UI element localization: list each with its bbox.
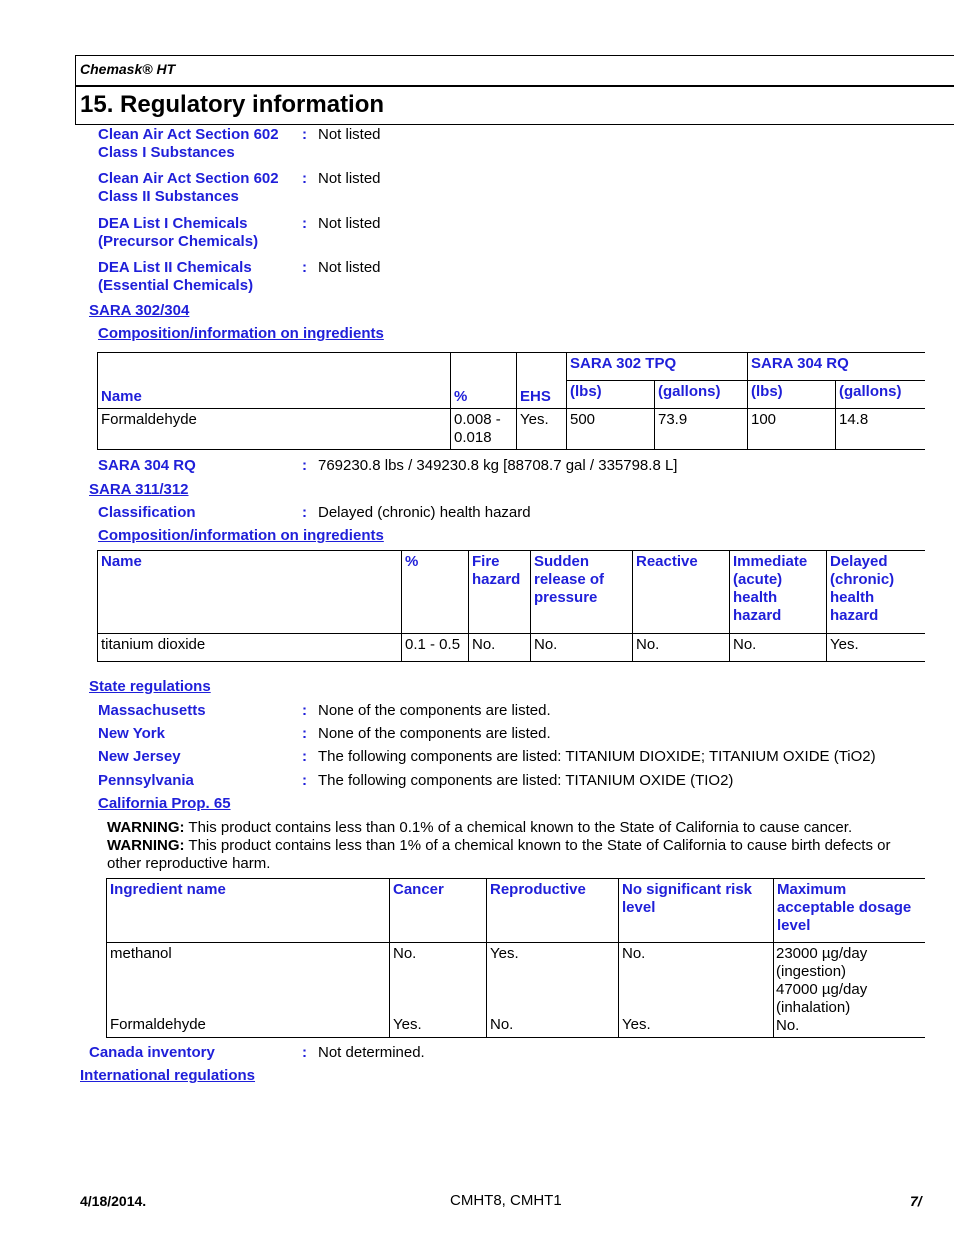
col-percent: % (402, 551, 469, 634)
value-new-jersey: The following components are listed: TITANIUM DIOXIDE; TITANIUM OXIDE (TiO2) (318, 748, 876, 765)
international-regulations-heading[interactable]: International regulations (80, 1067, 256, 1084)
cell-rq-lbs: 100 (748, 409, 836, 450)
colon: : (302, 772, 307, 789)
cell-reproductive: Yes. No. (487, 943, 619, 1038)
label-caa-class2: Clean Air Act Section 602 Class II Substances (98, 170, 279, 205)
col-name: Name (98, 551, 402, 634)
cell-ehs: Yes. (517, 409, 567, 450)
table-row (98, 634, 925, 662)
ingredient-formaldehyde: Formaldehyde (110, 1016, 206, 1033)
cell-immediate-hazard: No. (730, 634, 827, 662)
cell-cancer: No. Yes. (390, 943, 487, 1038)
col-delayed-hazard: Delayed (chronic) health hazard (827, 551, 925, 634)
col-reactive: Reactive (633, 551, 730, 634)
warning-reproductive: WARNING: This product contains less than 1% of a chemical known to the State of California to cause birth defects or other reproductive harm. (107, 837, 891, 872)
section-title: 15. Regulatory information (80, 91, 385, 118)
cell-tpq-gallons: 73.9 (655, 409, 748, 450)
value-pennsylvania: The following components are listed: TITANIUM OXIDE (TIO2) (318, 772, 734, 789)
state-regulations-heading[interactable]: State regulations (89, 678, 211, 695)
col-madl: Maximum acceptable dosage level (774, 879, 925, 943)
footer-page: 7/ (910, 1193, 922, 1209)
warning-label: WARNING: (107, 819, 185, 836)
warning-label: WARNING: (107, 837, 185, 854)
value-sara-304-rq: 769230.8 lbs / 349230.8 kg [88708.7 gal / 335798.8 L] (318, 457, 678, 474)
col-rq-lbs: (lbs) (748, 381, 836, 409)
label-pennsylvania: Pennsylvania (98, 772, 194, 789)
value-caa-class2: Not listed (318, 170, 381, 187)
group-sara-302-tpq: SARA 302 TPQ (567, 353, 748, 381)
colon: : (302, 702, 307, 719)
label-massachusetts: Massachusetts (98, 702, 206, 719)
sara-311-composition-link[interactable]: Composition/information on ingredients (98, 527, 384, 544)
label-classification: Classification (98, 504, 196, 521)
cell-sudden-release: No. (531, 634, 633, 662)
col-immediate-hazard: Immediate (acute) health hazard (730, 551, 827, 634)
col-tpq-gallons: (gallons) (655, 381, 748, 409)
california-prop65-heading[interactable]: California Prop. 65 (98, 795, 231, 812)
value-dea-list2: Not listed (318, 259, 381, 276)
colon: : (302, 215, 307, 232)
cell-fire-hazard: No. (469, 634, 531, 662)
value-caa-class1: Not listed (318, 126, 381, 143)
colon: : (302, 1044, 307, 1061)
cell-name: titanium dioxide (98, 634, 402, 662)
group-sara-304-rq: SARA 304 RQ (748, 353, 925, 381)
value-classification: Delayed (chronic) health hazard (318, 504, 531, 521)
label-dea-list1: DEA List I Chemicals (Precursor Chemicals) (98, 215, 259, 250)
cell-percent: 0.008 - 0.018 (451, 409, 517, 450)
cell-ingredient-name (107, 943, 390, 1038)
col-sudden-release: Sudden release of pressure (531, 551, 633, 634)
col-rq-gallons: (gallons) (836, 381, 925, 409)
label-dea-list2: DEA List II Chemicals (Essential Chemicals) (98, 259, 254, 294)
value-dea-list1: Not listed (318, 215, 381, 232)
product-name: Chemask® HT (80, 61, 176, 77)
sara-302-304-heading[interactable]: SARA 302/304 (89, 302, 190, 319)
col-cancer: Cancer (390, 879, 487, 943)
cell-reactive: No. (633, 634, 730, 662)
cell-rq-gallons: 14.8 (836, 409, 925, 450)
cell-tpq-lbs: 500 (567, 409, 655, 450)
table-row (98, 409, 925, 450)
value-canada-inventory: Not determined. (318, 1044, 425, 1061)
col-name: Name (98, 353, 451, 409)
label-caa-class1: Clean Air Act Section 602 Class I Substances (98, 126, 279, 161)
col-ingredient-name: Ingredient name (107, 879, 390, 943)
ingredient-methanol: methanol (110, 945, 172, 962)
col-ehs: EHS (517, 353, 567, 409)
cell-name: Formaldehyde (98, 409, 451, 450)
colon: : (302, 126, 307, 143)
cell-nsrl: No. Yes. (619, 943, 774, 1038)
cell-delayed-hazard: Yes. (827, 634, 925, 662)
cell-madl: 23000 µg/day (ingestion) 47000 µg/day (inhalation) No. (774, 943, 925, 1038)
header-box (75, 55, 954, 86)
col-reproductive: Reproductive (487, 879, 619, 943)
cell-percent: 0.1 - 0.5 (402, 634, 469, 662)
footer-date: 4/18/2014. (80, 1193, 147, 1209)
label-new-york: New York (98, 725, 165, 742)
table-row (107, 943, 925, 1038)
colon: : (302, 504, 307, 521)
footer-codes: CMHT8, CMHT1 (450, 1192, 562, 1209)
label-new-jersey: New Jersey (98, 748, 181, 765)
value-massachusetts: None of the components are listed. (318, 702, 551, 719)
colon: : (302, 748, 307, 765)
colon: : (302, 457, 307, 474)
colon: : (302, 725, 307, 742)
section-title-box (75, 86, 954, 125)
colon: : (302, 259, 307, 276)
warning-cancer: WARNING: This product contains less than 0.1% of a chemical known to the State of California to cause cancer. (107, 819, 853, 836)
sara-311-312-heading[interactable]: SARA 311/312 (89, 481, 189, 498)
label-sara-304-rq: SARA 304 RQ (98, 457, 196, 474)
col-percent: % (451, 353, 517, 409)
prop65-warnings (107, 819, 927, 873)
col-tpq-lbs: (lbs) (567, 381, 655, 409)
label-canada-inventory: Canada inventory (89, 1044, 215, 1061)
value-new-york: None of the components are listed. (318, 725, 551, 742)
col-fire-hazard: Fire hazard (469, 551, 531, 634)
sara-311-table (97, 550, 925, 662)
sara-302-composition-link[interactable]: Composition/information on ingredients (98, 325, 384, 342)
colon: : (302, 170, 307, 187)
prop65-table (106, 878, 925, 1038)
col-nsrl: No significant risk level (619, 879, 774, 943)
sara-302-table (97, 352, 925, 450)
